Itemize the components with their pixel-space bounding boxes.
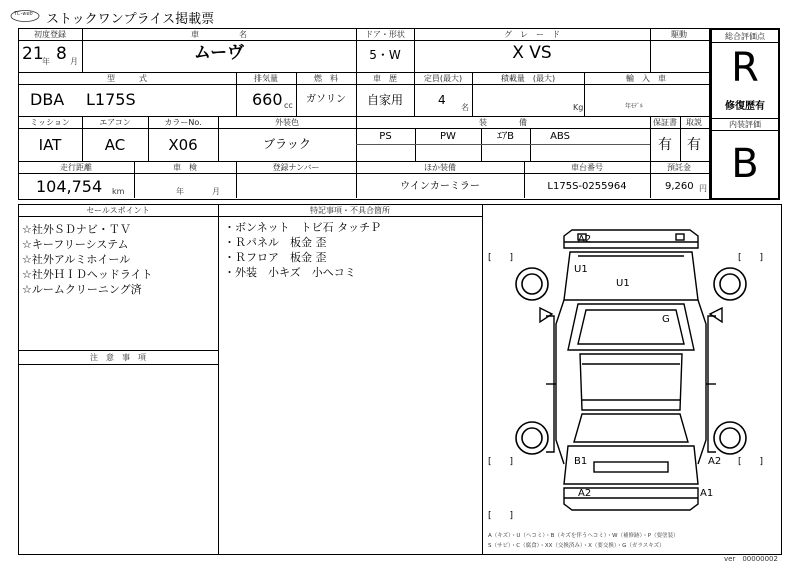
bottom-section <box>18 204 782 554</box>
header-mileage: 走行距離 <box>60 163 92 172</box>
header-chassis-no: 車台番号 <box>571 163 603 172</box>
brand-logo <box>10 8 40 22</box>
load-unit: Kg <box>573 103 584 112</box>
inspection-month-unit: 月 <box>212 187 220 196</box>
damage-label: U1 <box>616 278 630 289</box>
displacement-value: 660 <box>252 90 283 109</box>
sales-point-item: ☆社外ＨＩＤヘッドライト <box>22 268 153 281</box>
bracket: [ ] <box>488 457 514 467</box>
damage-label: A1 <box>700 488 714 499</box>
other-equipment-value: ウインカーミラー <box>400 181 480 192</box>
header-overall-eval: 総合評価点 <box>725 32 765 41</box>
notes-list <box>224 220 381 280</box>
fuel-value: ガソリン <box>306 94 346 105</box>
car-damage-diagram <box>482 204 780 554</box>
overall-grade: R <box>731 45 759 91</box>
model-code: L175S <box>86 90 136 109</box>
caution-title: 注 意 事 項 <box>90 353 146 362</box>
header-grade: グ レ ー ド <box>504 30 560 39</box>
damage-label: A2 <box>578 488 592 499</box>
header-car-name: 車 名 <box>191 30 247 39</box>
model-year-unit: 年ﾓﾃﾞﾙ <box>625 103 644 110</box>
spec-form <box>18 28 710 200</box>
damage-label: B1 <box>574 456 588 467</box>
document-title: ストックワンプライス掲載票 <box>46 12 215 27</box>
grade-value: X VS <box>512 43 552 63</box>
header-load: 積載量 (最大) <box>500 74 556 83</box>
header-manual: 取説 <box>686 118 702 127</box>
capacity-unit: 名 <box>461 103 469 112</box>
header-inspection: 車 検 <box>173 163 197 172</box>
header-car-history: 車 歴 <box>373 74 397 83</box>
sales-point-item: ☆キーフリーシステム <box>22 238 129 251</box>
header-mission: ミッション <box>30 118 70 127</box>
equip-abs: ABS <box>550 131 570 142</box>
sales-point-item: ☆社外ＳＤナビ・ＴＶ <box>22 223 131 236</box>
manual-value: 有 <box>687 137 701 153</box>
note-item: ・ボンネット トビ石 タッチＰ <box>224 221 382 234</box>
header-import: 輸 入 車 <box>626 74 666 83</box>
first-reg-year-unit: 年 <box>42 57 50 66</box>
header-plate: 登録ナンバー <box>272 163 320 172</box>
car-history-value: 自家用 <box>366 93 403 107</box>
sales-point-item: ☆社外アルミホイール <box>22 253 131 266</box>
car-name-value: ムーヴ <box>193 43 245 63</box>
header-equipment: 装 備 <box>479 118 527 127</box>
damage-label: G <box>662 314 670 325</box>
header-warranty: 保証書 <box>653 118 677 127</box>
sales-points-list <box>22 222 153 297</box>
capacity-value: 4 <box>438 93 446 107</box>
aircon-value: AC <box>104 136 126 154</box>
damage-label: A2 <box>578 234 592 245</box>
exterior-color-value: ブラック <box>263 137 311 151</box>
inspection-year-unit: 年 <box>176 187 184 196</box>
brand-logo-text: TC-web <box>14 11 33 17</box>
damage-label: A2 <box>708 456 722 467</box>
header-price: 預託金 <box>667 163 691 172</box>
first-reg-month-unit: 月 <box>70 57 78 66</box>
price-value: 9,260 <box>665 181 694 192</box>
sales-point-item: ☆ルームクリーニング済 <box>22 283 142 296</box>
color-no-value: X06 <box>168 136 198 154</box>
displacement-unit: cc <box>284 101 293 110</box>
evaluation-box <box>710 28 780 200</box>
header-door-shape: ドア・形状 <box>365 30 405 39</box>
first-reg-month: 8 <box>56 44 67 64</box>
version-label: ver 00000002 <box>724 555 778 563</box>
header-model: 型 式 <box>107 74 147 83</box>
legend-line: A（キズ）・U（ヘコミ）・B（キズを伴うヘコミ）・W（補修跡）・P（要塗装） <box>488 533 679 539</box>
header-fuel: 燃 料 <box>314 74 338 83</box>
chassis-no-value: L175S-0255964 <box>547 181 627 192</box>
bracket: [ ] <box>738 253 764 263</box>
model-prefix: DBA <box>30 90 65 109</box>
warranty-value: 有 <box>658 137 672 153</box>
header-color: カラーNo. <box>164 118 202 127</box>
equip-ps: PS <box>379 131 392 142</box>
note-item: ・Ｒパネル 板金 歪 <box>224 236 327 249</box>
damage-label: U1 <box>574 264 588 275</box>
header-other-equipment: ほか装備 <box>424 163 456 172</box>
bracket: [ ] <box>488 253 514 263</box>
price-unit: 円 <box>699 184 707 193</box>
equip-pw: PW <box>440 131 456 142</box>
mileage-unit: km <box>112 187 125 196</box>
notes-title: 特記事項・不具合箇所 <box>310 206 390 215</box>
header-aircon: エアコン <box>99 118 131 127</box>
note-item: ・外装 小キズ 小ヘコミ <box>224 266 356 279</box>
bracket: [ ] <box>738 457 764 467</box>
header-interior-eval: 内装評価 <box>729 120 761 129</box>
note-item: ・Ｒフロア 板金 歪 <box>224 251 327 264</box>
mileage-value: 104,754 <box>36 177 103 196</box>
first-reg-year: 21 <box>22 44 44 64</box>
mission-value: IAT <box>38 136 62 154</box>
bracket: [ ] <box>488 511 514 521</box>
repair-history: 修復歴有 <box>725 101 765 112</box>
sales-points-title: セールスポイント <box>86 206 150 215</box>
header-exterior-color: 外装色 <box>275 118 299 127</box>
interior-grade: B <box>731 141 759 187</box>
header-displacement: 排気量 <box>254 74 278 83</box>
header-drive: 駆動 <box>671 30 687 39</box>
header-capacity: 定員(最大) <box>423 74 463 83</box>
car-outline <box>546 230 716 510</box>
header-first-reg: 初度登録 <box>34 30 66 39</box>
legend-line: S（サビ）・C（腐食）・XX（交換済み）・X（要交換）・G（ガラスキズ） <box>488 543 665 549</box>
door-shape-value: 5・W <box>369 48 401 62</box>
equip-airbag: ｴｱB <box>497 131 514 142</box>
wheels <box>516 268 746 454</box>
